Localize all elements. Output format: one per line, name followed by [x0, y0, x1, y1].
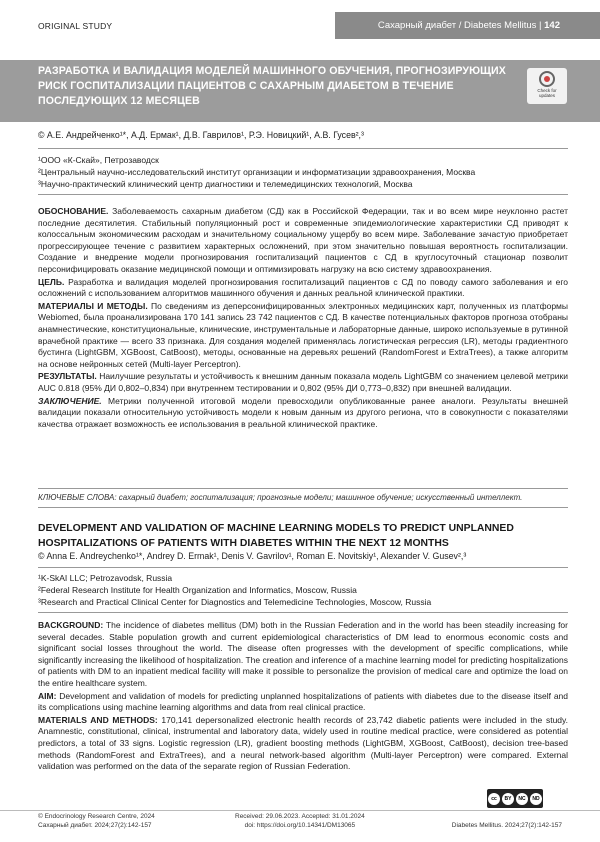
authors-en: © Anna E. Andreychenko¹*, Andrey D. Ermak¹, Denis V. Gavrilov¹, Roman E. Novitskiy¹, Alexander V. Gusev²,³ — [38, 551, 467, 561]
affiliation: ³Research and Practical Clinical Center for Diagnostics and Telemedicine Technologies, Moscow, Russia — [38, 597, 432, 607]
citation-en: Diabetes Mellitus. 2024;27(2):142-157 — [451, 822, 562, 829]
abstract-ru — [38, 206, 568, 431]
abstract-text: Метрики полученной итоговой модели превосходили опубликованные ранее аналоги. Результаты внешней валидации показали относительную устойчивость модели к новым данным из другого региона, что в совокупности с показателями качества отражает возможность ее использования в реальной клинической практике. — [38, 395, 568, 429]
footer-center — [235, 812, 365, 830]
nc-icon: NC — [516, 793, 528, 805]
by-icon: BY — [502, 793, 514, 805]
journal-name: Сахарный диабет / Diabetes Mellitus — [377, 20, 537, 31]
footer-spacer — [452, 812, 562, 821]
abstract-heading: МАТЕРИАЛЫ И МЕТОДЫ. — [38, 300, 148, 311]
affiliation: ²Центральный научно-исследовательский институт организации и информатизации здравоохранения, Москва — [38, 167, 476, 177]
abstract-heading: ЦЕЛЬ. — [38, 276, 65, 287]
doi-link[interactable]: doi: https://doi.org/10.14341/DM13065 — [244, 822, 356, 829]
submission-dates: Received: 29.06.2023. Accepted: 31.01.2024 — [235, 813, 365, 820]
divider — [38, 148, 568, 149]
footer-right — [452, 812, 562, 830]
abstract-paragraph — [38, 206, 568, 276]
divider — [38, 488, 568, 489]
article-title-ru: РАЗРАБОТКА И ВАЛИДАЦИЯ МОДЕЛЕЙ МАШИННОГО ОБУЧЕНИЯ, ПРОГНОЗИРУЮЩИХ РИСК ГОСПИТАЛИЗАЦИИ ПАЦИЕНТОВ С САХАРНЫМ ДИАБЕТОМ В ТЕЧЕНИЕ ПОСЛЕДУЮЩИХ 12 МЕСЯЦЕВ — [38, 65, 506, 107]
badge-line-1: Check for — [537, 88, 557, 93]
abstract-paragraph — [38, 715, 568, 773]
affiliation: ³Научно-практический клинический центр диагностики и телемедицинских технологий, Москва — [38, 179, 413, 189]
cc-icon: cc — [488, 793, 500, 805]
abstract-paragraph — [38, 371, 568, 394]
check-for-updates-badge[interactable] — [527, 68, 567, 104]
page-number: 142 — [544, 20, 560, 31]
affiliation: ¹ООО «К-Скай», Петрозаводск — [38, 155, 159, 165]
keywords-ru: КЛЮЧЕВЫЕ СЛОВА: сахарный диабет; госпитализация; прогнозные модели; машинное обучение; искусственный интеллект. — [38, 493, 523, 502]
abstract-text: Разработка и валидация моделей прогнозирования госпитализаций пациентов с СД по поводу самого заболевания и его осложнений с использованием алгоритмов машинного обучения и данных реальной клинической практики. — [38, 276, 568, 299]
copyright: © Endocrinology Research Centre, 2024 — [38, 813, 155, 820]
header-separator: | — [539, 20, 545, 31]
divider — [38, 194, 568, 195]
affiliations-en — [38, 572, 431, 608]
abstract-text: Заболеваемость сахарным диабетом (СД) как в Российской Федерации, так и во всем мире неуклонно растет последние десятилетия. Стабильный популяционный рост и современные эпидемиологические характеристики СД приводят к колоссальным экономическим расходам и значительному социальному ущербу во всем мире. Заболевание зачастую приобретает прогрессирующее течение с развитием характерных осложнений, при этом значительно повышая вероятность госпитализации. Создание и внедрение модели прогнозирования госпитализаций пациентов с СД в круглосуточный стационар позволит персонифицировать оказание медицинской помощи и оптимизировать нагрузку на всю систему здравоохранения. — [38, 206, 568, 274]
citation-ru: Сахарный диабет. 2024;27(2):142-157 — [38, 822, 152, 829]
footer-divider — [0, 810, 600, 811]
abstract-heading: ОБОСНОВАНИЕ. — [38, 206, 109, 216]
abstract-heading: РЕЗУЛЬТАТЫ. — [38, 371, 97, 382]
article-title-en: DEVELOPMENT AND VALIDATION OF MACHINE LEARNING MODELS TO PREDICT UNPLANNED HOSPITALIZATIONS OF PATIENTS WITH DIABETES WITHIN THE NEXT 12 MONTHS — [38, 523, 514, 549]
nd-icon: ND — [530, 793, 542, 805]
divider — [38, 507, 568, 508]
affiliation: ²Federal Research Institute for Health Organization and Informatics, Moscow, Russia — [38, 585, 357, 595]
abstract-text: Наилучшие результаты и устойчивость к внешним данным показала модель LightGBM со значением целевой метрики AUC 0.818 (95% ДИ 0,802–0,834) при внутреннем тестировании и 0,802 (95% ДИ 0,773–0,832) при внешней валидации. — [38, 371, 568, 393]
badge-line-2: updates — [538, 93, 555, 98]
abstract-heading: AIM: — [38, 690, 57, 701]
abstract-paragraph — [38, 301, 568, 371]
creative-commons-license-badge[interactable] — [487, 789, 543, 808]
abstract-paragraph — [38, 620, 568, 690]
footer-left — [38, 812, 155, 830]
affiliations-ru — [38, 154, 475, 190]
divider — [38, 612, 568, 613]
abstract-paragraph — [38, 691, 568, 714]
abstract-text: The incidence of diabetes mellitus (DM) both in the Russian Federation and in the world has been steadily increasing for several decades. Stable population growth and current epidemiological characteristics of DM lead to enormous economic costs and significant social losses throughout the world. The disease often progresses with the development of specific complications, while significantly increasing the likelihood of hospitalization. The creation and inference of a machine learning model for predicting hospitalizations of patients with DM to an inpatient medical facility will make it possible to personalize the provision of medical care and optimize the load on the entire healthcare system. — [38, 620, 568, 688]
authors-ru: © А.Е. Андрейченко¹*, А.Д. Ермак¹, Д.В. Гаврилов¹, Р.Э. Новицкий¹, А.В. Гусев²,³ — [38, 130, 364, 140]
abstract-heading: ЗАКЛЮЧЕНИЕ. — [38, 395, 102, 406]
page-header — [0, 0, 600, 46]
abstract-en — [38, 620, 568, 774]
abstract-paragraph — [38, 396, 568, 431]
abstract-text: По сведениям из деперсонифицированных электронных медицинских карт, полученных из платформы Webiomed, была проанализирована 170 141 запись 23 742 пациентов с СД. В качестве потенциальных факторов прогноза отобраны анамнестические, конституциональные, клинические, инструментальные и лабораторные данные, широко используемые в рутинной врачебной практике — всего 33 признака. Для создания моделей применялась логистическая регрессия (LR), методы градиентного бустинга (LightGBM, XGBoost, CatBoost), методы, основанные на деревьях решений (RandomForest и ExtraTrees), а также алгоритм на основе нейронных сетей (Multi-layer Perceptron). — [38, 300, 568, 369]
crossmark-icon — [539, 71, 555, 87]
abstract-text: 170,141 depersonalized electronic health records of 23,742 diabetic patients were included in the study. Anamnestic, constitutional, clinical, instrumental and laboratory data, widely used in routine medical practice, were considered as potential predictors, a total of 33 signs. Logistic regression (LR), gradient boosting methods (LightGBM, XGBoost, CatBoost), decision tree-based methods (RandomForest and ExtraTrees), and a neural network-based algorithm (Multi-layer Perceptron) were compared. External validation was performed on the data of the separate region of Russian Federation. — [38, 714, 568, 772]
section-label: ORIGINAL STUDY — [38, 21, 113, 31]
abstract-heading: MATERIALS AND METHODS: — [38, 714, 158, 725]
divider — [38, 567, 568, 568]
affiliation: ¹K-SkAI LLC; Petrozavodsk, Russia — [38, 573, 173, 583]
journal-running-head — [335, 12, 600, 39]
abstract-paragraph — [38, 277, 568, 300]
abstract-text: Development and validation of models for predicting unplanned hospitalizations of patients with diabetes due to the disease itself and its complications using machine learning algorithms and data from real clinical practice. — [38, 690, 568, 713]
abstract-heading: BACKGROUND: — [38, 620, 104, 630]
